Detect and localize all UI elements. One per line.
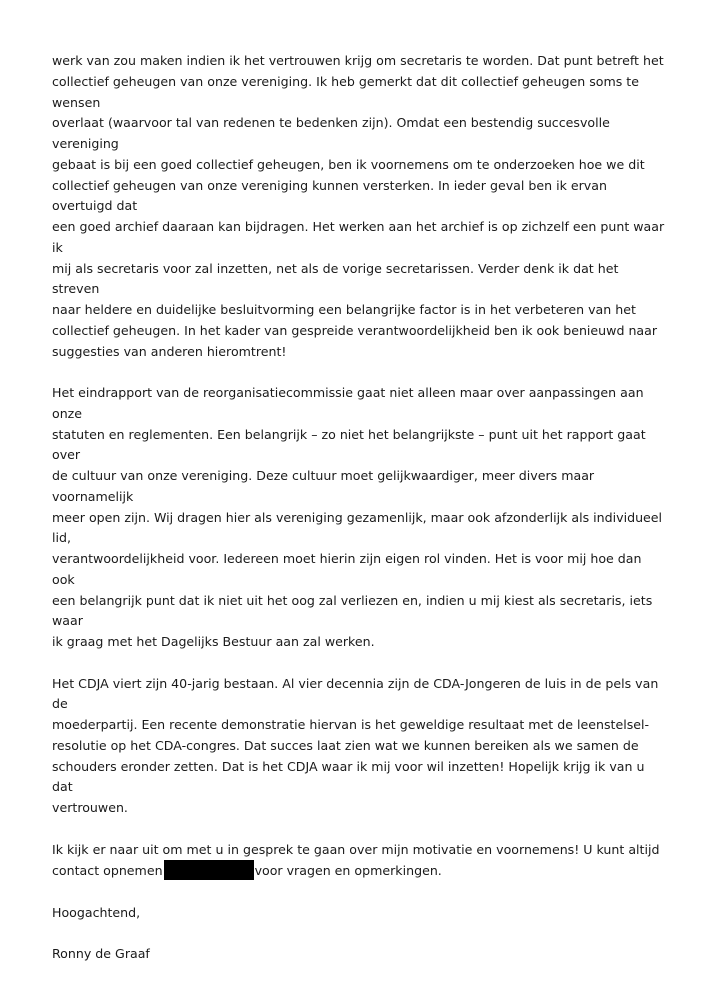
contact-line-1: Ik kijk er naar uit om met u in gesprek te gaan over mijn motivatie en voornemens! U kunt altijd [52,841,660,857]
signature-name: Ronny de Graaf [52,946,150,962]
redaction-block [164,860,254,880]
contact-line-2-after: voor vragen en opmerkingen. [254,863,442,879]
contact-line-2-before: contact opnemen [52,863,163,879]
paragraph-contact [52,840,666,883]
closing-greeting: Hoogachtend, [52,904,141,920]
paragraph-cdja-40-jaar: Het CDJA viert zijn 40-jarig bestaan. Al vier decennia zijn de CDA-Jongeren de luis in de pels van de moederpartij. Een recente demonstratie hiervan is het geweldige resultaat met de leenstelsel- resolutie op het CDA-congres. Dat succes laat zien wat we kunnen bereiken als we samen de schouders eronder zetten. Dat is het CDJA waar ik mij voor wil inzetten! Hopelijk krijg ik van u dat vertrouwen. [52,675,659,815]
paragraph-eindrapport: Het eindrapport van de reorganisatiecommissie gaat niet alleen maar over aanpassingen aan onze statuten en reglementen. Een belangrijk – zo niet het belangrijkste – punt uit het rapport gaat over de cultuur van onze vereniging. Deze cultuur moet gelijkwaardiger, meer divers maar voornamelijk meer open zijn. Wij dragen hier als vereniging gezamenlijk, maar ook afzonderlijk als individueel lid, verantwoordelijkheid voor. Iedereen moet hierin zijn eigen rol vinden. Het is voor mij hoe dan ook een belangrijk punt dat ik niet uit het oog zal verliezen en, indien u mij kiest als secretaris, iets waar ik graag met het Dagelijks Bestuur aan zal werken. [52,385,663,649]
paragraph-collectief-geheugen: werk van zou maken indien ik het vertrouwen krijg om secretaris te worden. Dat punt betreft het collectief geheugen van onze vereniging. Ik heb gemerkt dat dit collectief geheugen soms te wensen overlaat (waarvoor tal van redenen te bedenken zijn). Omdat een bestendig succesvolle vereniging gebaat is bij een goed collectief geheugen, ben ik voornemens om te onderzoeken hoe we dit collectief geheugen van onze vereniging kunnen versterken. In ieder geval ben ik ervan overtuigd dat een goed archief daaraan kan bijdragen. Het werken aan het archief is op zichzelf een punt waar ik mij als secretaris voor zal inzetten, net als de vorige secretarissen. Verder denk ik dat het streven naar heldere en duidelijke besluitvorming een belangrijke factor is in het verbeteren van het collectief geheugen. In het kader van gespreide verantwoordelijkheid ben ik ook benieuwd naar suggesties van anderen hieromtrent! [52,53,665,359]
letter-body [52,51,666,986]
